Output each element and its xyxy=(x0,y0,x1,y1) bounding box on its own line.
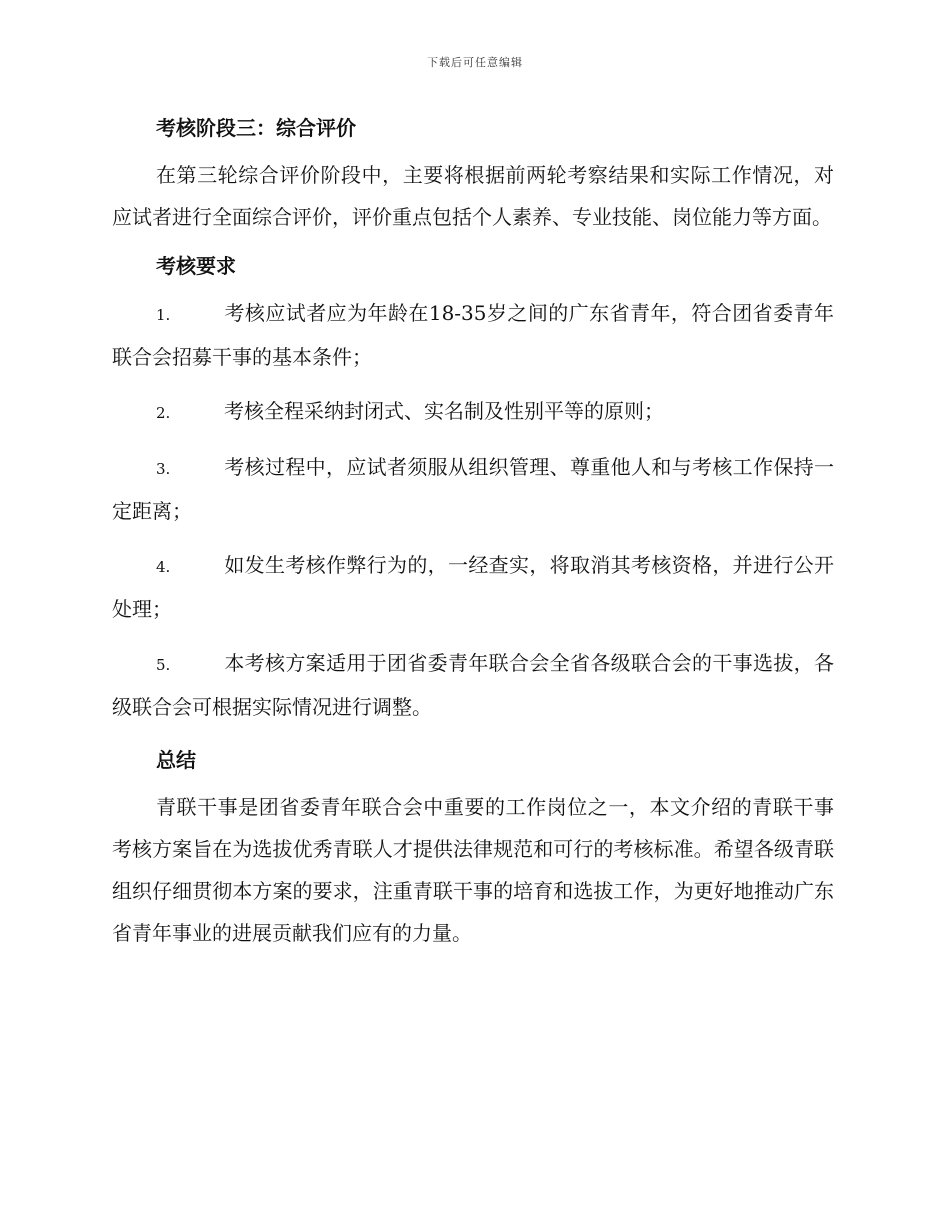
stage3-heading: 考核阶段三：综合评价 xyxy=(156,116,356,140)
document-body xyxy=(112,108,834,962)
requirement-text: 考核全程采纳封闭式、实名制及性别平等的原则； xyxy=(224,399,664,423)
requirement-text: 本考核方案适用于团省委青年联合会全省各级联合会的干事选拔，各级联合会可根据实际情况进行调整。 xyxy=(112,651,834,719)
summary-heading: 总结 xyxy=(156,748,196,772)
requirement-item xyxy=(112,292,834,378)
requirement-item xyxy=(112,544,834,630)
requirement-item xyxy=(112,642,834,728)
requirement-number: 5. xyxy=(156,656,171,674)
requirement-item xyxy=(112,390,834,434)
requirement-number: 4. xyxy=(156,558,171,576)
requirement-text: 考核过程中，应试者须服从组织管理、尊重他人和与考核工作保持一定距离； xyxy=(112,455,834,523)
requirement-text: 如发生考核作弊行为的，一经查实，将取消其考核资格，并进行公开处理； xyxy=(112,553,834,621)
requirement-item xyxy=(112,446,834,532)
stage3-paragraph: 在第三轮综合评价阶段中，主要将根据前两轮考察结果和实际工作情况，对应试者进行全面综合评价，评价重点包括个人素养、专业技能、岗位能力等方面。 xyxy=(112,163,834,229)
requirements-heading: 考核要求 xyxy=(156,254,236,278)
requirement-text: 考核应试者应为年龄在18-35岁之间的广东省青年，符合团省委青年联合会招募干事的基本条件； xyxy=(112,301,834,369)
requirement-number: 3. xyxy=(156,460,171,478)
summary-paragraph: 青联干事是团省委青年联合会中重要的工作岗位之一，本文介绍的青联干事考核方案旨在为选拔优秀青联人才提供法律规范和可行的考核标准。希望各级青联组织仔细贯彻本方案的要求，注重青联干事的培育和选拔工作，为更好地推动广东省青年事业的进展贡献我们应有的力量。 xyxy=(112,795,834,945)
requirement-number: 1. xyxy=(156,306,171,324)
requirement-number: 2. xyxy=(156,404,171,422)
page-header-note: 下载后可任意编辑 xyxy=(427,56,523,69)
